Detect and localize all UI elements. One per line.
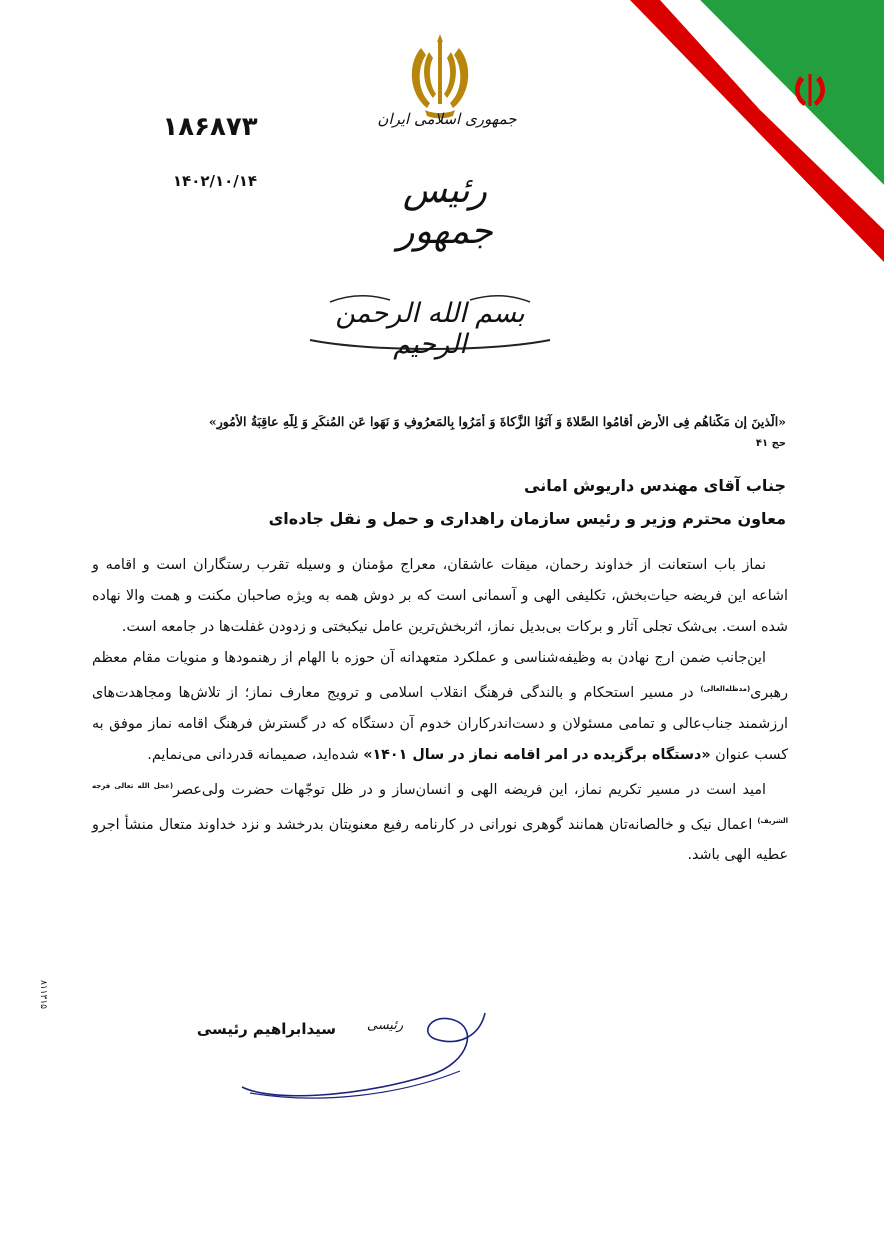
signatory-name: سیدابراهیم رئیسی <box>196 1020 336 1038</box>
basmala: بسم الله الرحمن الرحیم <box>335 298 525 360</box>
paragraph-3-part-b: اعمال نیک و خالصانه‌تان همانند گوهری نورانی در کارنامه رفیع معنویتان بدرخشد و نزد خداوند متعال منشأ اجرو عطیه الهی باشد. <box>92 816 788 864</box>
award-title: «دستگاه برگزیده در امر اقامه نماز در سال ۱۴۰۱» <box>363 746 711 763</box>
reference-number: ۱۸۶۸۷۳ <box>162 112 258 142</box>
honorific-imam: (عجل الله تعالی فرجه الشریف) <box>92 781 788 825</box>
paragraph-3-part-a: امید است در مسیر تکریم نماز، این فریضه الهی و انسان‌ساز و در ظل توجّهات حضرت ولی‌عصر <box>173 781 766 798</box>
verse-reference: حج ۴۱ <box>755 438 786 449</box>
letter-body <box>92 550 788 871</box>
iran-emblem-icon <box>395 28 485 123</box>
footer-code: ۸۱۱۳۱۵ <box>38 980 48 1010</box>
header-title: رئیس جمهور <box>397 170 493 252</box>
header-subtitle: جمهوری اسلامی ایران <box>377 110 517 128</box>
paragraph-3 <box>92 771 788 872</box>
addressee-title: معاون محترم وزیر و رئیس سازمان راهداری و حمل و نقل جاده‌ای <box>268 509 786 528</box>
paragraph-2 <box>92 643 788 771</box>
addressee-name: جناب آقای مهندس داریوش امانی <box>524 476 786 495</box>
paragraph-2-part-a: این‌جانب ضمن ارج نهادن به وظیفه‌شناسی و عملکرد متعهدانه آن حوزه با الهام از رهنمودها و منویات مقام معظم رهبری <box>92 650 788 701</box>
paragraph-2-part-c: شده‌اید، صمیمانه قدردانی می‌نمایم. <box>147 746 364 763</box>
paragraph-2-part-b: در مسیر استحکام و بالندگی فرهنگ انقلاب اسلامی و ترویج معارف نماز؛ از تلاش‌ها ومجاهدت‌های ارزشمند جناب‌عالی و تمامی مسئولان و دست‌اندرکاران خدوم آن دستگاه که در گسترش فرهنگ اقامه نماز موفق به کسب عنوان <box>92 684 788 763</box>
reference-date: ۱۴۰۲/۱۰/۱۴ <box>172 172 258 190</box>
quran-verse: «الَّذینَ إن مَکَّناهُم فِی الأرضِ أقامُوا الصَّلاةَ وَ آتَوُا الزَّکاةَ وَ أمَرُوا بِالمَعرُوفِ وَ نَهَوا عَنِ المُنکَرِ وَ لِلّهِ عاقِبَةُ الأُمُورِ» <box>208 414 786 429</box>
signature-scribble: رئیسی <box>366 1018 404 1033</box>
flag-emblem-icon <box>795 74 825 106</box>
paragraph-1: نماز باب استعانت از خداوند رحمان، میقات عاشقان، معراج مؤمنان و وسیله تقرب رستگاران است و اقامه و اشاعه این فریضه حیات‌بخش، تکلیفی الهی و آسمانی است که بر دوش همه به ویژه صاحبان مکنت و همت والا نهاده شده است. بی‌شک تجلی آثار و برکات بی‌بدیل نماز، اثربخش‌ترین عامل نیکبختی و زدودن غفلت‌ها در جامعه است. <box>92 557 788 635</box>
honorific-leader: (مدظله‌العالی) <box>700 685 751 693</box>
